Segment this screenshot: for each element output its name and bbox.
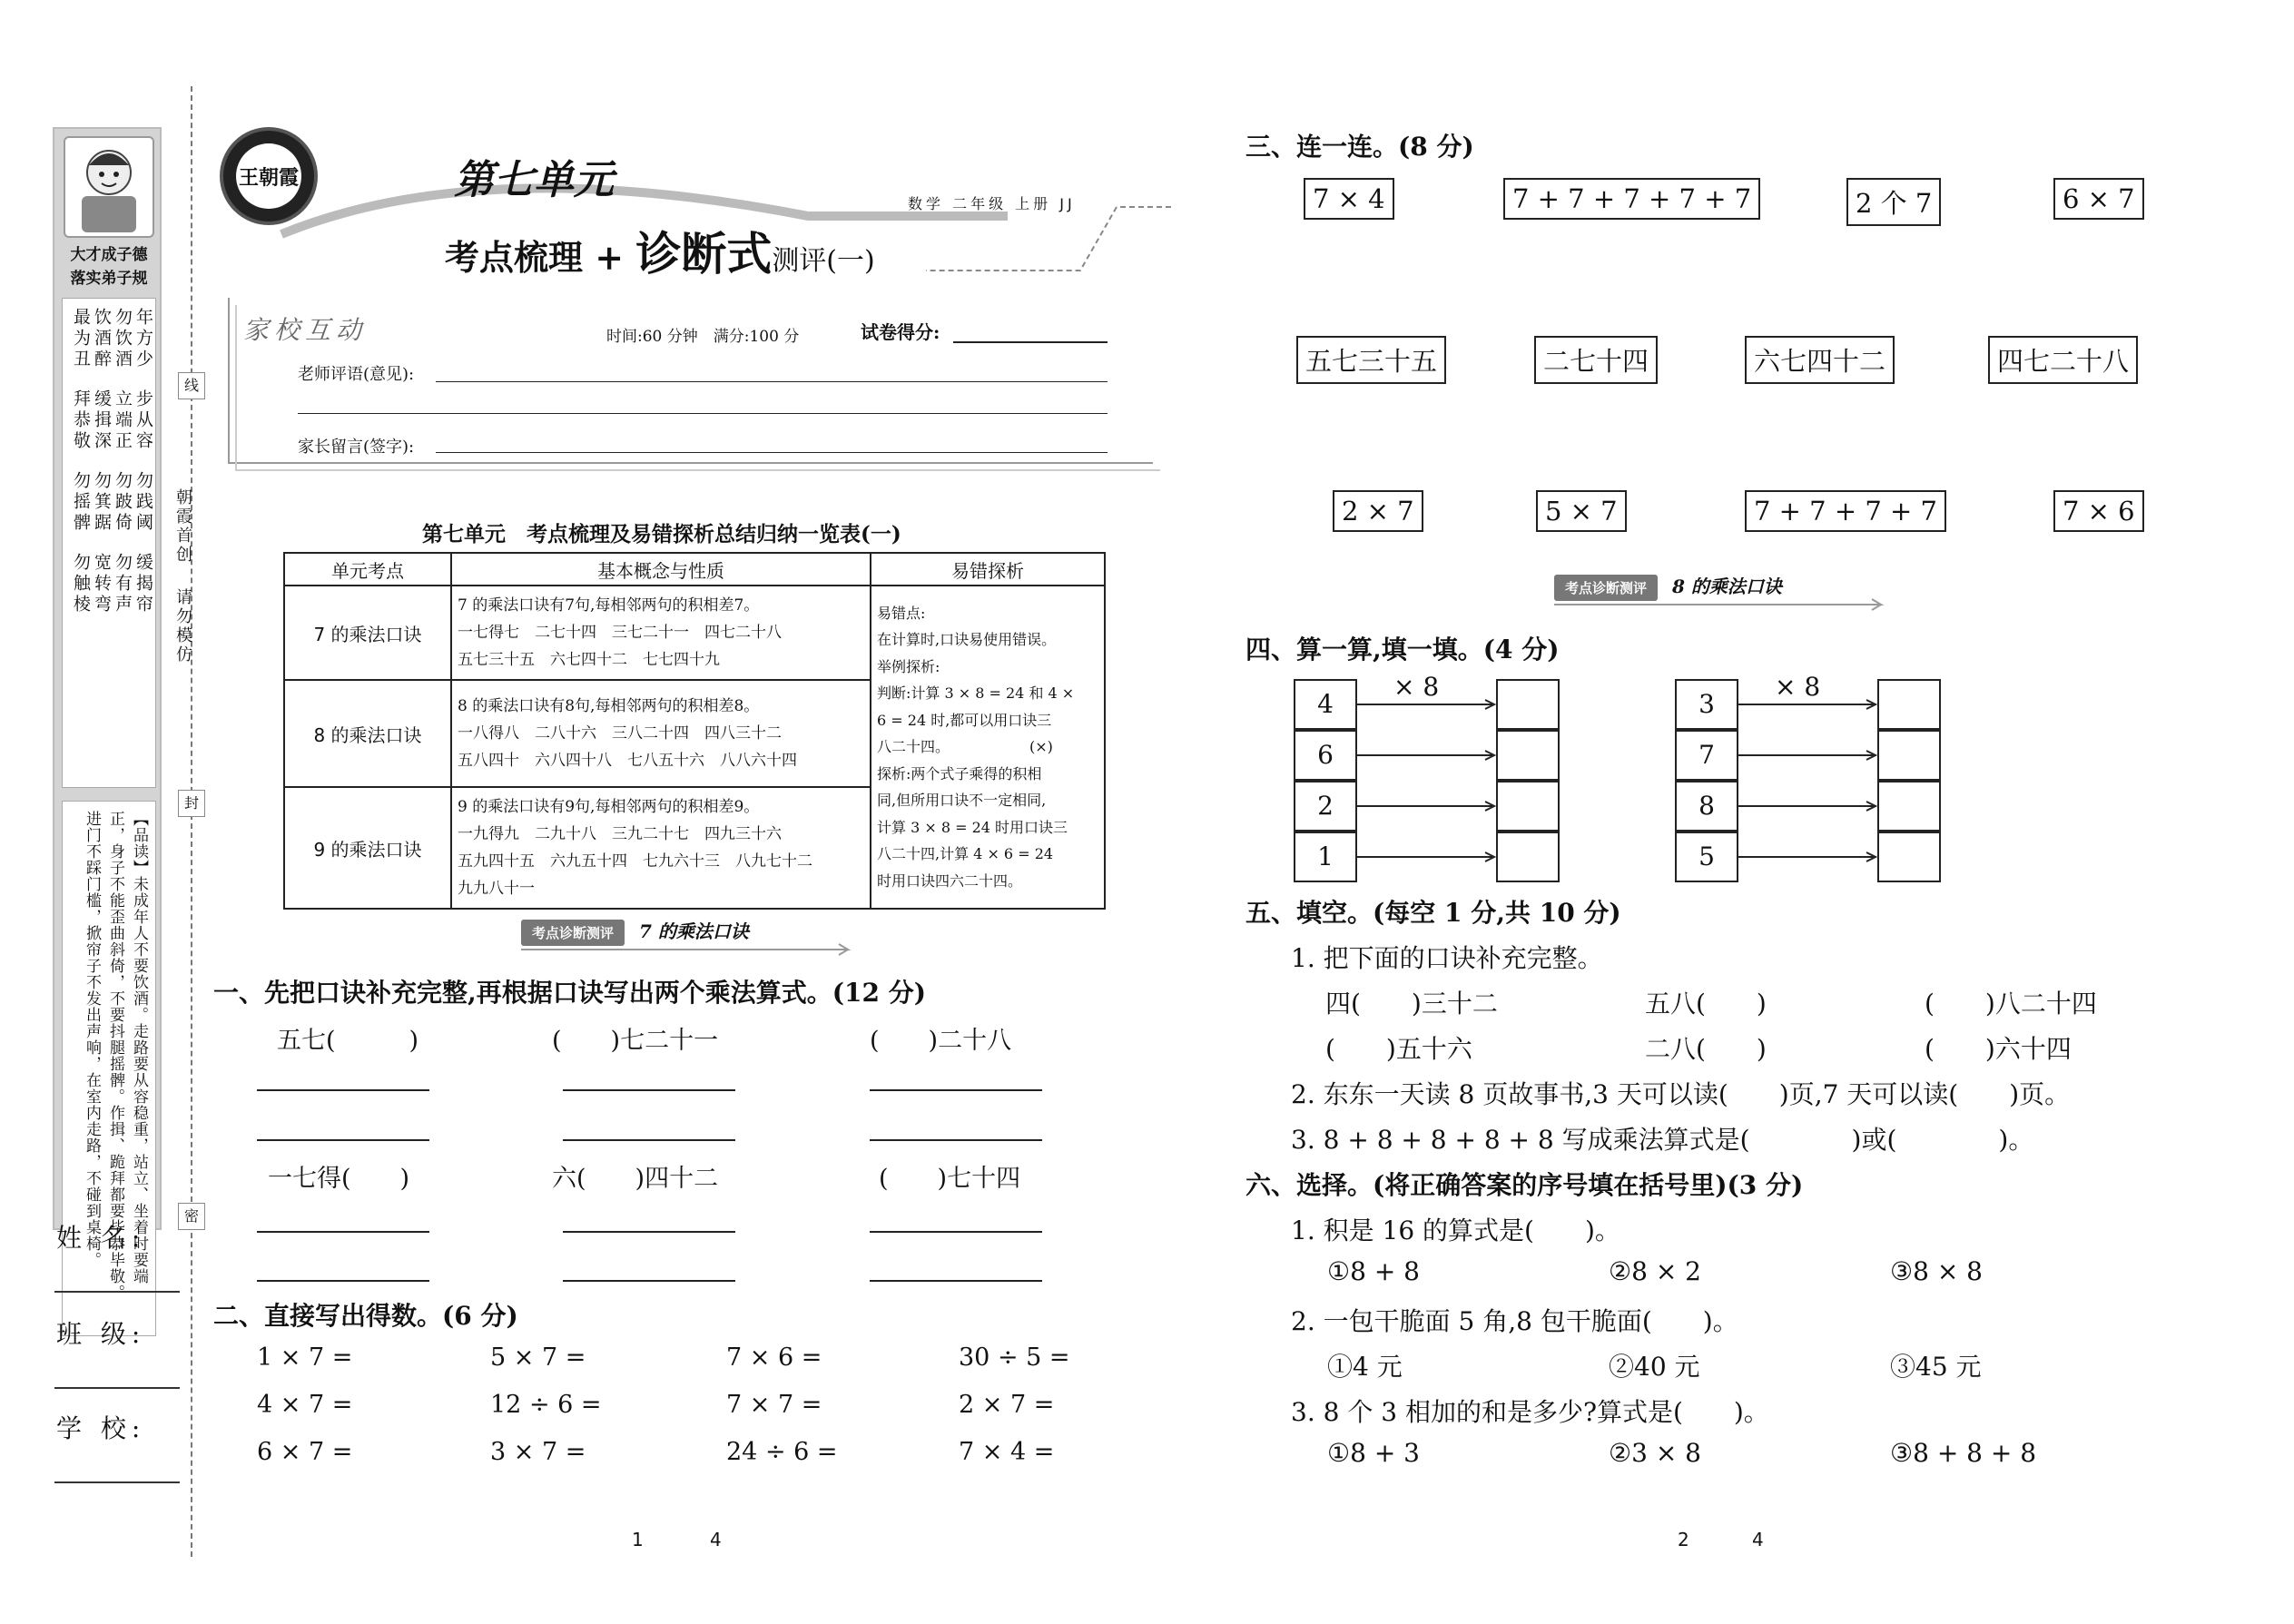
answer-line[interactable]	[563, 1089, 735, 1091]
input-number-cell: 3	[1675, 679, 1738, 730]
table-row-content: 7 的乘法口诀有7句,每相邻两句的积相差7。 一七得七 二七十四 三七二十一 四七二十八 五七三十五 六七四十二 七七四十九	[451, 586, 871, 680]
input-number-cell: 2	[1294, 781, 1357, 832]
verse-column: 勿有声	[113, 553, 133, 615]
match-box-bottom[interactable]: 7 + 7 + 7 + 7	[1745, 490, 1946, 532]
verse-column: 年方少	[133, 308, 153, 370]
q6-question[interactable]: 1. 积是 16 的算式是( )。	[1291, 1216, 1620, 1245]
input-number-cell: 4	[1294, 679, 1357, 730]
answer-cell[interactable]	[1877, 730, 1941, 781]
answer-line[interactable]	[870, 1139, 1042, 1141]
banner-arrow	[521, 942, 866, 960]
score-label: 试卷得分:	[861, 321, 940, 343]
cut-mark-xian: 线	[178, 372, 205, 399]
match-box-top[interactable]: 7 + 7 + 7 + 7 + 7	[1503, 178, 1760, 220]
q2-item[interactable]: 3 × 7 =	[490, 1438, 586, 1466]
answer-line[interactable]	[563, 1139, 735, 1141]
side-note-b: 请勿模仿	[173, 588, 192, 664]
q5-sub2[interactable]: 2. 东东一天读 8 页故事书,3 天可以读( )页,7 天可以读( )页。	[1291, 1079, 2071, 1109]
table-header: 单元考点	[284, 553, 451, 586]
q6-option[interactable]: ③45 元	[1890, 1352, 1982, 1382]
q2-item[interactable]: 12 ÷ 6 =	[490, 1391, 602, 1419]
home-school-label: 家校互动	[243, 315, 368, 345]
table-header: 基本概念与性质	[451, 553, 871, 586]
page-number: 2	[1678, 1529, 1689, 1550]
verse-column: 勿箕踞	[92, 471, 112, 534]
arrow	[1357, 751, 1494, 760]
q1-item[interactable]: ( )七十四	[879, 1165, 1021, 1193]
q6-question[interactable]: 3. 8 个 3 相加的和是多少?算式是( )。	[1291, 1397, 1769, 1427]
match-box-middle[interactable]: 六七四十二	[1745, 336, 1895, 384]
q6-option[interactable]: ③8 + 8 + 8	[1890, 1438, 2037, 1468]
pindu-column: 进门不踩门槛，掀帘子不发出声响，在室内走路，不碰到桌椅。	[83, 811, 101, 1268]
answer-line[interactable]	[257, 1280, 429, 1282]
q2-item[interactable]: 24 ÷ 6 =	[726, 1438, 838, 1466]
match-box-bottom[interactable]: 5 × 7	[1536, 490, 1627, 532]
input-number-cell: 6	[1294, 730, 1357, 781]
arrow	[1738, 751, 1876, 760]
q2-item[interactable]: 30 ÷ 5 =	[959, 1343, 1070, 1372]
input-number-cell: 5	[1675, 832, 1738, 882]
q5-sub1: 1. 把下面的口诀补充完整。	[1291, 943, 1603, 973]
table-title: 第七单元 考点梳理及易错探析总结归纳一览表(一)	[422, 522, 901, 546]
q2-item[interactable]: 1 × 7 =	[257, 1343, 353, 1372]
answer-cell[interactable]	[1877, 679, 1941, 730]
q6-option[interactable]: ①8 + 3	[1327, 1438, 1420, 1468]
test-subtitle: 考点梳理 + 诊断式测评(一)	[445, 227, 875, 281]
verse-column: 勿跛倚	[113, 471, 133, 534]
input-number-cell: 7	[1675, 730, 1738, 781]
teacher-comment-label: 老师评语(意见):	[298, 365, 415, 384]
q5-kou[interactable]: ( )八二十四	[1925, 989, 2097, 1019]
school-label: 学 校:	[56, 1413, 146, 1443]
q1-item[interactable]: 五七( )	[277, 1027, 419, 1055]
answer-line[interactable]	[563, 1280, 735, 1282]
multiplier-label: × 8	[1775, 672, 1821, 702]
match-box-bottom[interactable]: 7 × 6	[2053, 490, 2144, 532]
teacher-comment-field[interactable]	[436, 381, 1108, 382]
teacher-comment-line2[interactable]	[298, 413, 1108, 414]
q1-item[interactable]: ( )二十八	[870, 1027, 1012, 1055]
grade-tag: 数学 二年级 上册 JJ	[908, 195, 1076, 212]
section-banner-7: 考点诊断测评 7 的乘法口诀	[521, 917, 749, 951]
mascot-image	[64, 136, 154, 238]
q6-option[interactable]: ③8 × 8	[1890, 1256, 1983, 1286]
arrow	[1738, 852, 1876, 861]
match-box-middle[interactable]: 四七二十八	[1988, 336, 2138, 384]
verse-column: 拜恭敬	[71, 389, 91, 452]
answer-line[interactable]	[257, 1231, 429, 1233]
q4-title: 四、算一算,填一填。(4 分)	[1245, 635, 1560, 664]
score-field[interactable]	[953, 341, 1108, 343]
answer-line[interactable]	[870, 1280, 1042, 1282]
arrow-lines	[1738, 679, 1877, 882]
q2-item[interactable]: 6 × 7 =	[257, 1438, 353, 1466]
answer-line[interactable]	[257, 1139, 429, 1141]
q6-question[interactable]: 2. 一包干脆面 5 角,8 包干脆面( )。	[1291, 1306, 1738, 1336]
answer-cell[interactable]	[1496, 832, 1560, 882]
answer-cell[interactable]	[1496, 730, 1560, 781]
q1-item[interactable]: ( )七二十一	[552, 1027, 719, 1055]
pindu-note	[62, 801, 156, 1336]
school-line[interactable]	[54, 1481, 180, 1483]
q1-item[interactable]: 六( )四十二	[552, 1165, 719, 1193]
q5-kou[interactable]: 二八( )	[1645, 1034, 1767, 1064]
q5-kou[interactable]: ( )五十六	[1325, 1034, 1472, 1064]
side-note-a: 朝霞首创	[173, 488, 192, 565]
answer-line[interactable]	[870, 1089, 1042, 1091]
answer-line[interactable]	[870, 1231, 1042, 1233]
verse-column: 勿践阈	[133, 471, 153, 534]
q6-option[interactable]: ②8 × 2	[1609, 1256, 1701, 1286]
q5-kou[interactable]: ( )六十四	[1925, 1034, 2072, 1064]
q6-option[interactable]: ①4 元	[1327, 1352, 1403, 1382]
verse-column: 勿触棱	[71, 553, 91, 615]
q1-title: 一、先把口诀补充完整,再根据口诀写出两个乘法算式。(12 分)	[213, 978, 926, 1008]
arrow	[1357, 802, 1494, 811]
parent-note-label: 家长留言(签字):	[298, 438, 415, 457]
match-box-middle[interactable]: 五七三十五	[1296, 336, 1446, 384]
q2-item[interactable]: 5 × 7 =	[490, 1343, 586, 1372]
pindu-column: 正，身子不能歪曲斜倚，不要抖腿摇髀。作揖、跪拜都要毕恭毕敬。	[106, 811, 124, 1301]
error-analysis: 易错点: 在计算时,口诀易使用错误。 举例探析: 判断:计算 3 × 8 = 24 和 4 × 6 = 24 时,都可以用口诀三 八二十四。 (×) 探析:两个式子乘得的积相 同,但所用口诀不一定相同, 计算 3 × 8 = 24 时用口诀三 八二十四,计算 4 × 6 = 24 时用口诀四六二十四。	[871, 586, 1105, 909]
q2-title: 二、直接写出得数。(6 分)	[213, 1301, 518, 1331]
q2-item[interactable]: 7 × 7 =	[726, 1391, 822, 1419]
answer-line[interactable]	[257, 1089, 429, 1091]
banner-arrow	[1554, 597, 1899, 615]
dizigui-verse	[62, 298, 156, 788]
arrow	[1357, 852, 1494, 861]
q6-option[interactable]: ①8 + 8	[1327, 1256, 1420, 1286]
summary-table	[283, 552, 1106, 910]
multiplier-label: × 8	[1393, 672, 1440, 702]
q1-item[interactable]: 一七得( )	[268, 1165, 410, 1193]
q5-title: 五、填空。(每空 1 分,共 10 分)	[1245, 898, 1621, 928]
verse-column: 缓揖深	[92, 389, 112, 452]
q2-item[interactable]: 7 × 4 =	[959, 1438, 1055, 1466]
verse-column: 最为丑	[71, 308, 91, 370]
arrow	[1738, 802, 1876, 811]
cut-line	[191, 86, 192, 1557]
answer-cell[interactable]	[1877, 832, 1941, 882]
verse-column: 缓揭帘	[133, 553, 153, 615]
table-row-content: 8 的乘法口诀有8句,每相邻两句的积相差8。 一八得八 二八十六 三八二十四 四八三十二 五八四十 六八四十八 七八五十六 八八六十四	[451, 680, 871, 787]
match-box-middle[interactable]: 二七十四	[1534, 336, 1658, 384]
exam-meta: 时间:60 分钟 满分:100 分	[606, 328, 800, 346]
verse-column: 步从容	[133, 389, 153, 452]
q5-kou[interactable]: 五八( )	[1645, 989, 1767, 1019]
table-row-content: 9 的乘法口诀有9句,每相邻两句的积相差9。 一九得九 二九十八 三九二十七 四九三十六 五九四十五 六九五十四 七九六十三 八九七十二 九九八十一	[451, 787, 871, 909]
page-number: 4	[710, 1529, 722, 1550]
match-box-top[interactable]: 6 × 7	[2053, 178, 2144, 220]
parent-note-field[interactable]	[436, 452, 1108, 453]
name-label: 姓 名:	[56, 1223, 146, 1253]
q6-option[interactable]: ②3 × 8	[1609, 1438, 1701, 1468]
table-row-key: 9 的乘法口诀	[284, 787, 451, 909]
brand-logo: 王朝霞	[220, 127, 318, 225]
class-line[interactable]	[54, 1387, 180, 1389]
arrow-lines	[1357, 679, 1496, 882]
verse-column: 饮酒醉	[92, 308, 112, 370]
match-box-bottom[interactable]: 2 × 7	[1333, 490, 1423, 532]
verse-column: 勿摇髀	[71, 471, 91, 534]
verse-column: 立端正	[113, 389, 133, 452]
name-line[interactable]	[54, 1291, 180, 1293]
motto: 大才成子德 落实弟子规	[70, 246, 148, 288]
input-number-cell: 8	[1675, 781, 1738, 832]
page-number: 1	[632, 1529, 644, 1550]
q3-title: 三、连一连。(8 分)	[1245, 132, 1474, 162]
pindu-column: 【品读】未成年人不要饮酒。走路要从容稳重，站立、坐着时要端	[130, 811, 148, 1284]
input-number-cell: 1	[1294, 832, 1357, 882]
page-number: 4	[1752, 1529, 1764, 1550]
answer-cell[interactable]	[1496, 679, 1560, 730]
q6-option[interactable]: ②40 元	[1609, 1352, 1700, 1382]
table-header: 易错探析	[871, 553, 1105, 586]
q5-sub3[interactable]: 3. 8 + 8 + 8 + 8 + 8 写成乘法算式是( )或( )。	[1291, 1125, 2034, 1155]
section-banner-8: 考点诊断测评 8 的乘法口诀	[1554, 572, 1782, 606]
cut-mark-mi: 密	[178, 1203, 205, 1230]
match-box-top[interactable]: 2 个 7	[1846, 178, 1941, 226]
unit-title: 第七单元	[454, 157, 614, 203]
q2-item[interactable]: 4 × 7 =	[257, 1391, 353, 1419]
q5-kou[interactable]: 四( )三十二	[1325, 989, 1498, 1019]
match-box-top[interactable]: 7 × 4	[1304, 178, 1394, 220]
cut-mark-feng: 封	[178, 790, 205, 817]
table-row-key: 8 的乘法口诀	[284, 680, 451, 787]
verse-column: 勿饮酒	[113, 308, 133, 370]
answer-cell[interactable]	[1877, 781, 1941, 832]
answer-cell[interactable]	[1496, 781, 1560, 832]
q2-item[interactable]: 7 × 6 =	[726, 1343, 822, 1372]
table-row-key: 7 的乘法口诀	[284, 586, 451, 680]
q6-title: 六、选择。(将正确答案的序号填在括号里)(3 分)	[1245, 1170, 1804, 1200]
answer-line[interactable]	[563, 1231, 735, 1233]
verse-column: 宽转弯	[92, 553, 112, 615]
class-label: 班 级:	[56, 1319, 146, 1349]
q2-item[interactable]: 2 × 7 =	[959, 1391, 1055, 1419]
